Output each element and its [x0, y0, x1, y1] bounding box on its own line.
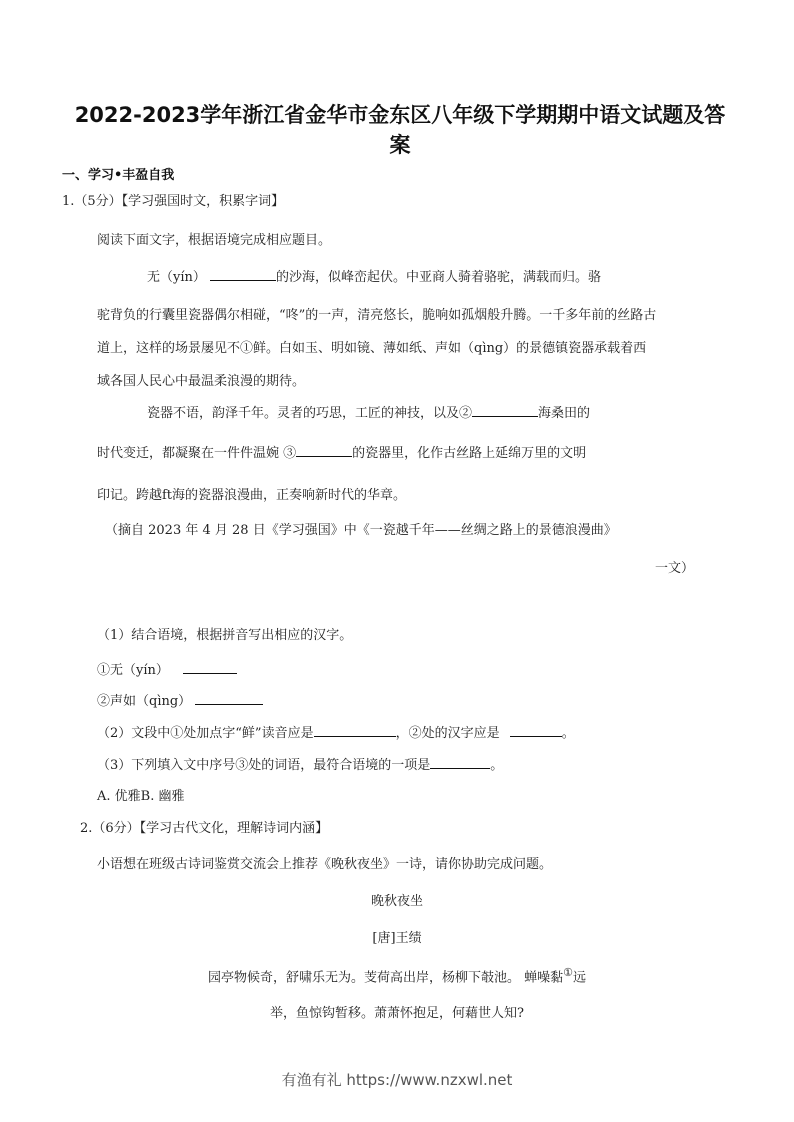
footer-watermark: 有渔有礼 https://www.nzxwl.net: [281, 1071, 513, 1089]
passage-1-line-1: [147, 266, 601, 285]
poem-line-2: 举，鱼惊钩暂移。萧萧怀抱足，何藉世人知?: [270, 1006, 524, 1021]
answer-blank: [195, 690, 263, 705]
passage-1-line-2: 驼背负的行囊里瓷器偶尔相碰，“咚”的一声，清亮悠长，脆响如孤烟般升腾。一千多年前的丝路古: [97, 308, 657, 323]
passage-2-line-1: [147, 402, 590, 421]
passage-text: 无（yín）: [147, 270, 206, 285]
passage-text: 海桑田的: [538, 406, 591, 421]
passage-text: 瓷器不语，韵泽千年。灵者的巧思，工匠的神技，以及②: [147, 406, 473, 421]
answer-blank: [472, 402, 538, 417]
passage-1-line-4: 域各国人民心中最温柔浪漫的期待。: [97, 374, 306, 389]
sub-question-1a: [97, 659, 237, 678]
poem-text: 园亭物候奇，舒啸乐无为。芰荷高出岸，杨柳下攲池。 蝉噪黏: [207, 970, 564, 986]
punctuation: 。: [561, 726, 575, 741]
answer-blank: [314, 722, 396, 737]
passage-text: 的瓷器里，化作古丝路上延绵万里的文明: [352, 446, 587, 461]
sub-question-text: （3）下列填入文中序号③处的词语，最符合语境的一项是: [97, 758, 431, 773]
poem-author: [唐]王绩: [372, 931, 422, 946]
sub-question-text: ①无（yín）: [97, 663, 169, 678]
answer-blank: [296, 442, 352, 457]
passage-2-line-2: [97, 442, 586, 461]
title-line-1: 2022-2023学年浙江省金华市金东区八年级下学期期中语文试题及答: [74, 103, 726, 127]
question-2-header: 2.（6分）【学习古代文化，理解诗词内涵】: [80, 821, 329, 836]
footnote-marker: ①: [563, 966, 573, 979]
sub-question-text: ②声如（qìng）: [97, 694, 192, 709]
question-2-instruction: 小语想在班级古诗词鉴赏交流会上推荐《晚秋夜坐》一诗，请你协助完成问题。: [97, 857, 553, 872]
question-1-header: 1.（5分）【学习强国时文，积累字词】: [62, 194, 285, 209]
sub-question-2: [97, 722, 575, 741]
poem-line-1: [0, 966, 794, 985]
answer-blank: [430, 754, 490, 769]
passage-2-line-3: 印记。跨越ft海的瓷器浪漫曲，正奏响新时代的华章。: [97, 488, 407, 503]
sub-question-text: ，②处的汉字应是: [395, 726, 500, 741]
source-citation-end: 一文）: [655, 561, 695, 576]
question-1-instruction: 阅读下面文字，根据语境完成相应题目。: [97, 233, 332, 248]
answer-blank: [510, 722, 562, 737]
passage-1-line-3: 道上，这样的场景屡见不①鲜。白如玉、明如镜、薄如纸、声如（qìng）的景德镇瓷器承载着西: [97, 341, 647, 356]
passage-text: 的沙海，似峰峦起伏。中亚商人骑着骆驼，满载而归。骆: [276, 270, 602, 285]
page-title: [60, 100, 740, 160]
poem-text: 远: [573, 970, 587, 986]
sub-question-1: （1）结合语境，根据拼音写出相应的汉字。: [97, 628, 353, 643]
sub-question-text: （2）文段中①处加点字“鲜”读音应是: [97, 726, 314, 741]
passage-text: 时代变迁，都凝聚在一件件温婉 ③: [97, 446, 297, 461]
answer-blank: [210, 266, 276, 281]
title-line-2: 案: [389, 133, 411, 157]
punctuation: 。: [490, 758, 504, 773]
answer-options: A. 优雅B. 幽雅: [97, 789, 185, 804]
source-citation: （摘自 2023 年 4 月 28 日《学习强国》中《一瓷越千年——丝绸之路上的景德浪漫曲》: [105, 523, 617, 538]
sub-question-3: [97, 754, 503, 773]
section-heading: 一、学习•丰盈自我: [62, 168, 175, 183]
sub-question-1b: [97, 690, 263, 709]
poem-title: 晚秋夜坐: [370, 894, 423, 909]
answer-blank: [183, 659, 237, 674]
